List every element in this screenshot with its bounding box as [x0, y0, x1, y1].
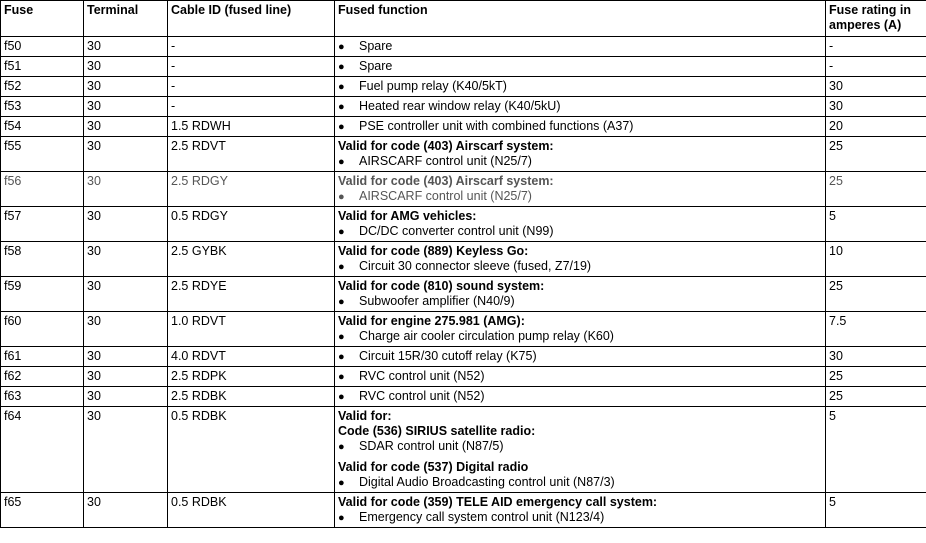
table-row	[1, 117, 926, 137]
function-condition-text: Valid for code (403) Airscarf system:	[338, 139, 554, 153]
cable-id-cell: 0.5 RDBK	[168, 493, 335, 528]
fuse-cell: f61	[1, 347, 84, 367]
table-row	[1, 97, 926, 117]
function-item	[338, 329, 822, 345]
fuse-rating-cell: 25	[826, 277, 926, 312]
function-condition-text: Valid for:	[338, 409, 392, 423]
cable-id-cell: 2.5 RDBK	[168, 387, 335, 407]
fused-function-cell	[335, 207, 826, 242]
fuse-rating-cell: -	[826, 57, 926, 77]
terminal-cell: 30	[84, 347, 168, 367]
table-row	[1, 37, 926, 57]
bullet-icon: ●	[338, 156, 345, 168]
terminal-cell: 30	[84, 277, 168, 312]
function-condition	[338, 424, 822, 439]
function-item	[338, 389, 822, 405]
fused-function-cell	[335, 37, 826, 57]
terminal-cell: 30	[84, 207, 168, 242]
fuse-cell: f50	[1, 37, 84, 57]
function-condition	[338, 460, 822, 475]
bullet-icon: ●	[338, 391, 345, 403]
function-item-text: AIRSCARF control unit (N25/7)	[359, 154, 532, 168]
fuse-cell: f52	[1, 77, 84, 97]
fuse-rating-cell: 25	[826, 172, 926, 207]
fuse-cell: f55	[1, 137, 84, 172]
fused-function-cell	[335, 97, 826, 117]
function-item	[338, 439, 822, 455]
fused-function-cell	[335, 242, 826, 277]
function-condition-text: Valid for code (889) Keyless Go:	[338, 244, 529, 258]
terminal-cell: 30	[84, 407, 168, 493]
function-item-text: AIRSCARF control unit (N25/7)	[359, 189, 532, 203]
function-condition	[338, 244, 822, 259]
terminal-cell: 30	[84, 117, 168, 137]
bullet-icon: ●	[338, 81, 345, 93]
fused-function-cell	[335, 57, 826, 77]
fuse-rating-cell: -	[826, 37, 926, 57]
fuse-rating-cell: 10	[826, 242, 926, 277]
function-item-text: Emergency call system control unit (N123/4)	[359, 510, 605, 524]
bullet-icon: ●	[338, 351, 345, 363]
cable-id-cell: 1.0 RDVT	[168, 312, 335, 347]
function-condition-text: Valid for code (359) TELE AID emergency call system:	[338, 495, 658, 509]
function-item	[338, 259, 822, 275]
function-condition	[338, 314, 822, 329]
function-item	[338, 99, 822, 115]
cable-id-cell: 2.5 RDVT	[168, 137, 335, 172]
function-condition-text: Code (536) SIRIUS satellite radio:	[338, 424, 536, 438]
fuse-rating-cell: 25	[826, 387, 926, 407]
bullet-icon: ●	[338, 261, 345, 273]
bullet-icon: ●	[338, 512, 345, 524]
cable-id-cell: 0.5 RDBK	[168, 407, 335, 493]
fuse-cell: f65	[1, 493, 84, 528]
function-item	[338, 369, 822, 385]
terminal-cell: 30	[84, 172, 168, 207]
fused-function-cell	[335, 387, 826, 407]
fuse-rating-cell: 5	[826, 207, 926, 242]
bullet-icon: ●	[338, 101, 345, 113]
table-row	[1, 493, 926, 528]
function-condition	[338, 209, 822, 224]
function-condition	[338, 139, 822, 154]
function-item	[338, 224, 822, 240]
terminal-cell: 30	[84, 57, 168, 77]
function-item	[338, 349, 822, 365]
cable-id-cell: 4.0 RDVT	[168, 347, 335, 367]
function-item-text: Circuit 30 connector sleeve (fused, Z7/19)	[359, 259, 592, 273]
fuse-cell: f51	[1, 57, 84, 77]
table-row	[1, 312, 926, 347]
bullet-icon: ●	[338, 61, 345, 73]
function-item	[338, 79, 822, 95]
fused-function-cell	[335, 493, 826, 528]
fused-function-cell	[335, 367, 826, 387]
bullet-icon: ●	[338, 41, 345, 53]
cable-id-cell: 2.5 RDGY	[168, 172, 335, 207]
function-item	[338, 59, 822, 75]
terminal-cell: 30	[84, 493, 168, 528]
fuse-rating-cell: 30	[826, 347, 926, 367]
fuse-rating-cell: 7.5	[826, 312, 926, 347]
fuse-rating-cell: 30	[826, 97, 926, 117]
function-item-text: Fuel pump relay (K40/5kT)	[359, 79, 507, 93]
function-condition-text: Valid for AMG vehicles:	[338, 209, 477, 223]
table-body	[1, 37, 926, 528]
fuse-cell: f54	[1, 117, 84, 137]
fuse-cell: f56	[1, 172, 84, 207]
cable-id-cell: 2.5 RDYE	[168, 277, 335, 312]
terminal-cell: 30	[84, 312, 168, 347]
fused-function-cell	[335, 137, 826, 172]
header-fused-function: Fused function	[335, 1, 826, 37]
cable-id-cell: -	[168, 77, 335, 97]
cable-id-cell: 2.5 GYBK	[168, 242, 335, 277]
function-item	[338, 294, 822, 310]
terminal-cell: 30	[84, 37, 168, 57]
function-item-text: Spare	[359, 39, 393, 53]
bullet-icon: ●	[338, 477, 345, 489]
fuse-cell: f58	[1, 242, 84, 277]
fused-function-cell	[335, 312, 826, 347]
fused-function-cell	[335, 277, 826, 312]
terminal-cell: 30	[84, 387, 168, 407]
bullet-icon: ●	[338, 331, 345, 343]
table-row	[1, 387, 926, 407]
function-item	[338, 189, 822, 205]
fuse-rating-cell: 5	[826, 493, 926, 528]
terminal-cell: 30	[84, 367, 168, 387]
fused-function-cell	[335, 172, 826, 207]
fuse-rating-cell: 25	[826, 367, 926, 387]
table-row	[1, 347, 926, 367]
function-item-text: DC/DC converter control unit (N99)	[359, 224, 554, 238]
fuse-rating-cell: 30	[826, 77, 926, 97]
function-item-text: PSE controller unit with combined functions (A37)	[359, 119, 634, 133]
fused-function-cell	[335, 77, 826, 97]
fuse-cell: f60	[1, 312, 84, 347]
function-item-text: RVC control unit (N52)	[359, 369, 485, 383]
cable-id-cell: -	[168, 57, 335, 77]
function-item-text: SDAR control unit (N87/5)	[359, 439, 504, 453]
fused-function-cell	[335, 117, 826, 137]
bullet-icon: ●	[338, 191, 345, 203]
fuse-cell: f63	[1, 387, 84, 407]
function-item-text: Spare	[359, 59, 393, 73]
bullet-icon: ●	[338, 441, 345, 453]
fuse-cell: f62	[1, 367, 84, 387]
table-row	[1, 172, 926, 207]
table-row	[1, 207, 926, 242]
fused-function-cell	[335, 407, 826, 493]
bullet-icon: ●	[338, 371, 345, 383]
header-row	[1, 1, 926, 37]
function-condition	[338, 279, 822, 294]
table-row	[1, 277, 926, 312]
function-condition-text: Valid for code (403) Airscarf system:	[338, 174, 554, 188]
bullet-icon: ●	[338, 121, 345, 133]
terminal-cell: 30	[84, 97, 168, 117]
function-item-text: Heated rear window relay (K40/5kU)	[359, 99, 561, 113]
header-fuse-rating: Fuse rating in amperes (A)	[826, 1, 926, 37]
terminal-cell: 30	[84, 77, 168, 97]
bullet-icon: ●	[338, 226, 345, 238]
table-row	[1, 57, 926, 77]
function-item-text: Subwoofer amplifier (N40/9)	[359, 294, 515, 308]
function-item-text: Charge air cooler circulation pump relay (K60)	[359, 329, 614, 343]
terminal-cell: 30	[84, 242, 168, 277]
function-condition	[338, 495, 822, 510]
function-item	[338, 475, 822, 491]
cable-id-cell: -	[168, 97, 335, 117]
cable-id-cell: 0.5 RDGY	[168, 207, 335, 242]
cable-id-cell: 1.5 RDWH	[168, 117, 335, 137]
fuse-cell: f64	[1, 407, 84, 493]
fused-function-cell	[335, 347, 826, 367]
fuse-rating-cell: 5	[826, 407, 926, 493]
function-condition-text: Valid for engine 275.981 (AMG):	[338, 314, 525, 328]
table-row	[1, 137, 926, 172]
header-terminal: Terminal	[84, 1, 168, 37]
table-row	[1, 407, 926, 493]
function-item-text: RVC control unit (N52)	[359, 389, 485, 403]
function-item-text: Circuit 15R/30 cutoff relay (K75)	[359, 349, 537, 363]
function-condition	[338, 409, 822, 424]
fuse-cell: f59	[1, 277, 84, 312]
table-row	[1, 77, 926, 97]
table-row	[1, 367, 926, 387]
function-condition	[338, 174, 822, 189]
function-condition-text: Valid for code (810) sound system:	[338, 279, 545, 293]
fuse-cell: f57	[1, 207, 84, 242]
function-item	[338, 510, 822, 526]
fuse-rating-cell: 25	[826, 137, 926, 172]
header-cable-id: Cable ID (fused line)	[168, 1, 335, 37]
fuse-rating-cell: 20	[826, 117, 926, 137]
function-item-text: Digital Audio Broadcasting control unit (N87/3)	[359, 475, 615, 489]
table-row	[1, 242, 926, 277]
cable-id-cell: 2.5 RDPK	[168, 367, 335, 387]
fuse-cell: f53	[1, 97, 84, 117]
function-item	[338, 119, 822, 135]
cable-id-cell: -	[168, 37, 335, 57]
terminal-cell: 30	[84, 137, 168, 172]
bullet-icon: ●	[338, 296, 345, 308]
function-item	[338, 39, 822, 55]
header-fuse: Fuse	[1, 1, 84, 37]
function-item	[338, 154, 822, 170]
function-condition-text: Valid for code (537) Digital radio	[338, 460, 529, 474]
